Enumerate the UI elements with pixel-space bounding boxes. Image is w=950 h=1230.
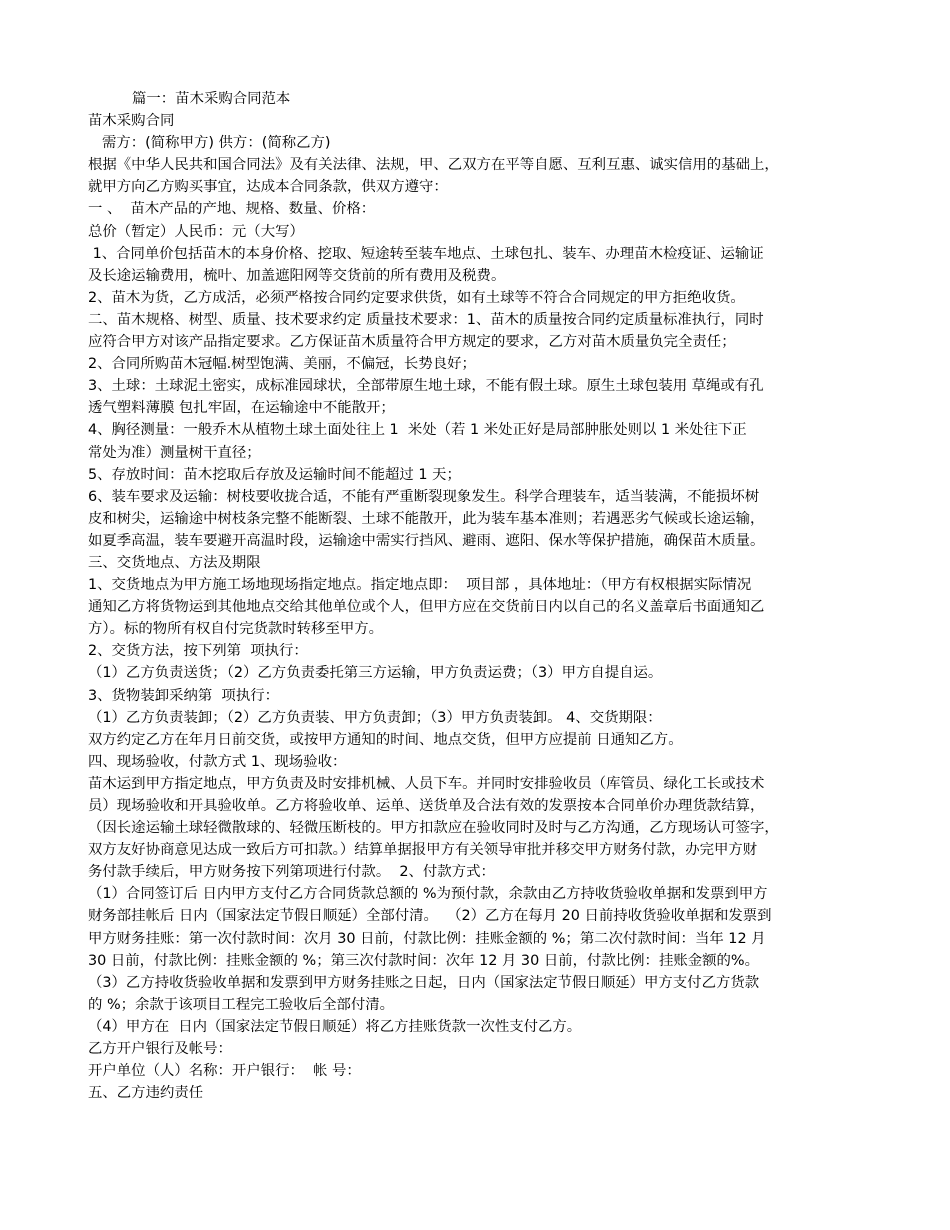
clause-line: 3、货物装卸采纳第 项执行： (88, 687, 279, 704)
clause-line: 应符合甲方对该产品指定要求。乙方保证苗木质量符合甲方规定的要求，乙方对苗木质量负完全责任； (88, 334, 736, 351)
section-1-title: 一 、 苗木产品的产地、规格、数量、价格： (88, 201, 376, 218)
clause-line: 5、存放时间：苗木挖取后存放及运输时间不能超过 1 天； (88, 466, 461, 483)
preamble-line: 就甲方向乙方购买事宜，达成本合同条款，供双方遵守： (88, 179, 448, 196)
clause-line: 及长途运输费用，梳叶、加盖遮阳网等交货前的所有费用及税费。 (88, 267, 506, 284)
bank-account-fields: 开户单位（人）名称：开户银行： 帐 号： (88, 1063, 361, 1080)
clause-line: （1）乙方负责装卸；（2）乙方负责装、甲方负责卸；（3）甲方负责装卸。 4、交货期限： (88, 709, 662, 726)
clause-line: 2、交货方法，按下列第 项执行： (88, 643, 308, 660)
total-price: 总价（暂定）人民币：元（大写） (88, 223, 304, 240)
document-heading: 篇一：苗木采购合同范本 (132, 91, 291, 107)
clause-line: 务付款手续后，甲方财务按下列第项进行付款。 2、付款方式： (88, 864, 495, 881)
bank-account-label: 乙方开户银行及帐号： (88, 1041, 232, 1058)
clause-line: （4）甲方在 日内（国家法定节假日顺延）将乙方挂账货款一次性支付乙方。 (88, 1018, 582, 1035)
clause-line: （因长途运输土球轻微散球的、轻微压断枝的。甲方扣款应在验收同时及时与乙方沟通，乙方现场认可签字， (88, 820, 779, 837)
clause-line: 双方友好协商意见达成一致后方可扣款。）结算单据报甲方有关领导审批并移交甲方财务付款，办完甲方财 (88, 842, 758, 859)
clause-line: 二、苗木规格、树型、质量、技术要求约定 质量技术要求：1、苗木的质量按合同约定质量标准执行，同时 (88, 311, 764, 328)
clause-line: 甲方财务挂账：第一次付款时间：次月 30 日前，付款比例：挂账金额的 %；第二次付款时间：当年 12 月 (88, 930, 766, 947)
clause-line: 皮和树尖，运输途中树枝条完整不能断裂、土球不能散开，此为装车基本准则；若遇恶劣气候或长途运输， (88, 510, 765, 527)
section-3-title: 三、交货地点、方法及期限 (88, 554, 261, 571)
clause-line: 1、交货地点为甲方施工场地现场指定地点。指定地点即： 项目部 ，具体地址：（甲方有权根据实际情况 (88, 577, 752, 594)
clause-line: 双方约定乙方在年月日前交货，或按甲方通知的时间、地点交货，但甲方应提前 日通知乙方。 (88, 731, 683, 748)
clause-line: （3）乙方持收货验收单据和发票到甲方财务挂账之日起，日内（国家法定节假日顺延）甲方支付乙方货款 (88, 974, 760, 991)
preamble-line: 根据《中华人民共和国合同法》及有关法律、法规，甲、乙双方在平等自愿、互利互惠、诚实信用的基础上， (88, 157, 779, 174)
clause-line: 3、土球：土球泥土密实，成标准园球状，全部带原生地土球，不能有假土球。原生土球包装用 草绳或有孔 (88, 378, 764, 395)
clause-line: 透气塑料薄膜 包扎牢固，在运输途中不能散开； (88, 400, 395, 417)
clause-line: 2、合同所购苗木冠幅.树型饱满、美丽，不偏冠，长势良好； (88, 356, 476, 373)
clause-line: 6、装车要求及运输：树枝要收拢合适，不能有严重断裂现象发生。科学合理装车，适当装满，不能损坏树 (88, 488, 760, 505)
section-4-title: 四、现场验收，付款方式 1、现场验收： (88, 753, 347, 770)
clause-line: 2、苗木为货，乙方成活，必须严格按合同约定要求供货，如有土球等不符合合同规定的甲方拒绝收货。 (88, 289, 745, 306)
clause-line: 的 %；余款于该项目工程完工验收后全部付清。 (88, 996, 395, 1013)
contract-parties: 需方：(简称甲方) 供方：(简称乙方) (102, 135, 331, 152)
section-5-title: 五、乙方违约责任 (88, 1085, 204, 1102)
clause-line: 苗木运到甲方指定地点，甲方负责及时安排机械、人员下车。并同时安排验收员（库管员、绿化工长或技术 (88, 775, 765, 792)
clause-line: 员）现场验收和开具验收单。乙方将验收单、运单、送货单及合法有效的发票按本合同单价办理货款结算， (88, 798, 765, 814)
clause-line: 1、合同单价包括苗木的本身价格、挖取、短途转至装车地点、土球包扎、装车、办理苗木检疫证、运输证 (88, 245, 764, 262)
clause-line: 财务部挂帐后 日内（国家法定节假日顺延）全部付清。 （2）乙方在每月 20 日前持收货验收单据和发票到 (88, 908, 772, 925)
clause-line: （1）合同签订后 日内甲方支付乙方合同货款总额的 %为预付款，余款由乙方持收货验收单据和发票到甲方 (88, 886, 768, 903)
clause-line: 常处为准）测量树干直径； (88, 444, 261, 461)
clause-line: 30 日前，付款比例：挂账金额的 %；第三次付款时间：次年 12 月 30 日前，付款比例：挂账金额的%。 (88, 952, 759, 969)
clause-line: （1）乙方负责送货；（2）乙方负责委托第三方运输，甲方负责运费；（3）甲方自提自运。 (88, 665, 663, 682)
clause-line: 通知乙方将货物运到其他地点交给其他单位或个人，但甲方应在交货前日内以自己的名义盖章后书面通知乙 (88, 599, 765, 616)
clause-line: 4、胸径测量：一般乔木从植物土球土面处往上 1 米处（若 1 米处正好是局部肿胀处则以 1 米处往下正 (88, 422, 747, 439)
clause-line: 如夏季高温，装车要避开高温时段，运输途中需实行挡风、避雨、遮阳、保水等保护措施，确保苗木质量。 (88, 532, 765, 549)
clause-line: 方）。标的物所有权自付完货款时转移至甲方。 (88, 621, 384, 638)
document-page (88, 88, 868, 1104)
contract-title: 苗木采购合同 (88, 113, 175, 130)
